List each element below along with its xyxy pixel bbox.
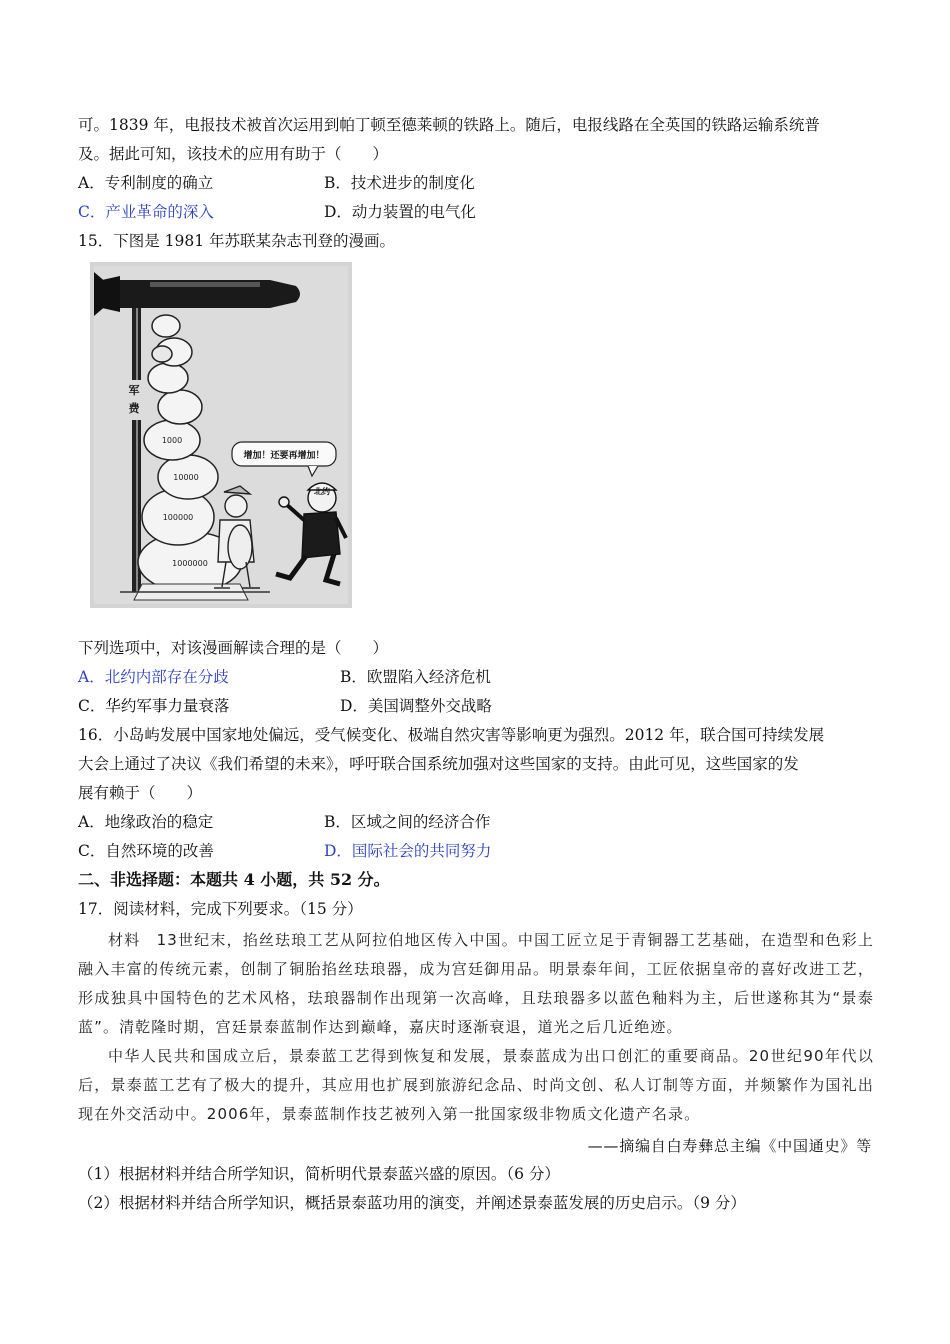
svg-text:费: 费 <box>128 402 140 415</box>
bag-label: 1000 <box>161 436 183 445</box>
q14-option-b[interactable]: B．技术进步的制度化 <box>324 174 475 192</box>
q14-option-a[interactable]: A．专利制度的确立 <box>78 174 214 192</box>
bag-label: 10000 <box>173 473 199 482</box>
q15-option-a[interactable]: A．北约内部存在分歧 <box>78 668 229 686</box>
bag-label: 1000000 <box>172 559 208 568</box>
q15-cartoon <box>90 262 352 608</box>
q15-option-c[interactable]: C．华约军事力量衰落 <box>78 697 230 715</box>
q14-stem-line-1: 可。1839 年，电报技术被首次运用到帕丁顿至德莱顿的铁路上。随后，电报线路在全英国的铁路运输系统普 <box>78 116 820 134</box>
q16-option-c[interactable]: C．自然环境的改善 <box>78 842 214 860</box>
svg-text:北约: 北约 <box>314 487 330 496</box>
section-heading: 二、非选择题：本题共 4 小题，共 52 分。 <box>78 870 390 889</box>
q16-option-b[interactable]: B．区域之间的经济合作 <box>324 813 491 831</box>
q14-option-c[interactable]: C．产业革命的深入 <box>78 203 214 221</box>
q17-sub-question-1: （1）根据材料并结合所学知识，简析明代景泰蓝兴盛的原因。（6 分） <box>78 1165 560 1183</box>
bag-label: 100000 <box>162 513 194 522</box>
q14-stem-line-2: 及。据此可知，该技术的应用有助于（ ） <box>78 145 389 163</box>
q15-option-d[interactable]: D．美国调整外交战略 <box>340 697 492 715</box>
q17-material <box>78 926 874 1129</box>
material-paragraph-1: 材料 13世纪末，掐丝珐琅工艺从阿拉伯地区传入中国。中国工匠立足于青铜器工艺基础，在造型和色彩上融入丰富的传统元素，创制了铜胎掐丝珐琅器，成为宫廷御用品。明景泰年间，工匠依据皇帝的喜好改进工艺，形成独具中国特色的艺术风格，珐琅器制作出现第一次高峰，且珐琅器多以蓝色釉料为主，后世遂称其为“景泰蓝”。清乾隆时期，宫廷景泰蓝制作达到巅峰，嘉庆时逐渐衰退，道光之后几近绝迹。 <box>78 931 874 1036</box>
q16-stem-line-1: 16．小岛屿发展中国家地处偏远，受气候变化、极端自然灾害等影响更为强烈。2012 年，联合国可持续发展 <box>78 726 825 744</box>
rocket-label <box>125 380 143 420</box>
material-source: ——摘编自白寿彝总主编《中国通史》等 <box>587 1137 872 1155</box>
q14-option-d[interactable]: D．动力装置的电气化 <box>324 203 476 221</box>
q16-option-a[interactable]: A．地缘政治的稳定 <box>78 813 214 831</box>
q17-sub-question-2: （2）根据材料并结合所学知识，概括景泰蓝功用的演变，并阐述景泰蓝发展的历史启示。（9 分） <box>78 1194 746 1212</box>
q16-stem-line-3: 展有赖于（ ） <box>78 784 203 802</box>
q16-stem-line-2: 大会上通过了决议《我们希望的未来》，呼吁联合国系统加强对这些国家的支持。由此可见，这些国家的发 <box>78 755 799 773</box>
q15-option-b[interactable]: B．欧盟陷入经济危机 <box>340 668 491 686</box>
q16-option-d[interactable]: D．国际社会的共同努力 <box>324 842 492 860</box>
q15-stem: 15．下图是 1981 年苏联某杂志刊登的漫画。 <box>78 232 396 250</box>
svg-text:增加！还要再增加！: 增加！还要再增加！ <box>243 451 325 461</box>
material-paragraph-2: 中华人民共和国成立后，景泰蓝工艺得到恢复和发展，景泰蓝成为出口创汇的重要商品。20世纪90年代以后，景泰蓝工艺有了极大的提升，其应用也扩展到旅游纪念品、时尚文创、私人订制等方面，并频繁作为国礼出现在外交活动中。2006年，景泰蓝制作技艺被列入第一批国家级非物质文化遗产名录。 <box>78 1047 874 1123</box>
q17-stem: 17．阅读材料，完成下列要求。（15 分） <box>78 900 363 918</box>
svg-text:军: 军 <box>128 384 140 397</box>
q15-question: 下列选项中，对该漫画解读合理的是（ ） <box>78 639 389 657</box>
